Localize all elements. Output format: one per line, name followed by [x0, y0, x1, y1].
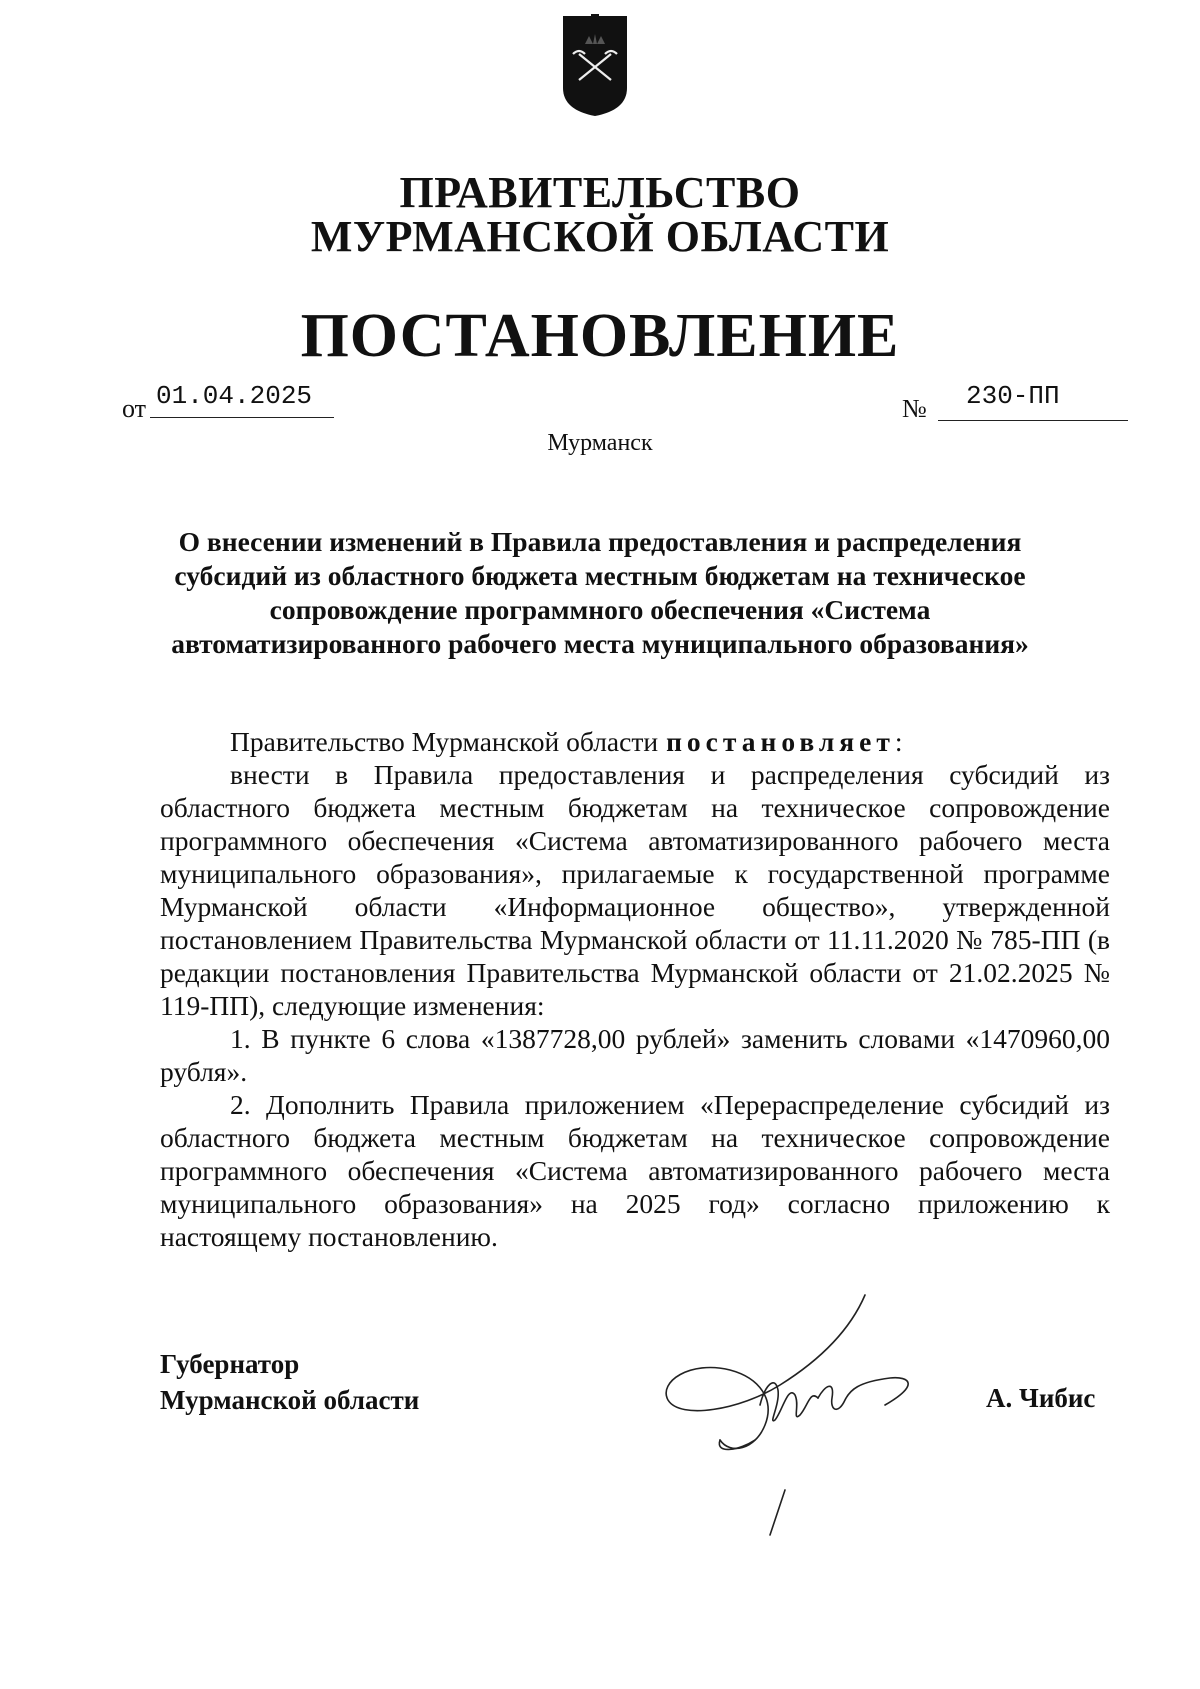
document-number: 230-ПП — [938, 381, 1128, 421]
document-heading: О внесении изменений в Правила предоставления и распределения субсидий из областного бюджета местным бюджетам на техническое сопровождение программного обеспечения «Система автоматизированного рабочего места муниципального образования» — [171, 526, 1029, 659]
number-prefix: № — [902, 394, 927, 423]
body-item-2: 2. Дополнить Правила приложением «Перераспределение субсидий из областного бюджета местным бюджетам на техническое сопровождение программного обеспечения «Система автоматизированного рабочего места муниципального образования» на 2025 год» согласно приложению к настоящему постановлению. — [160, 1089, 1110, 1252]
preamble — [230, 725, 903, 758]
preamble-verb: постановляет — [666, 726, 895, 757]
signatory-post-line2: Мурманской области — [160, 1385, 420, 1415]
handwritten-signature — [660, 1290, 950, 1540]
coat-of-arms-icon — [555, 14, 635, 118]
signatory-post-line1: Губернатор — [160, 1349, 300, 1379]
government-name-line1: ПРАВИТЕЛЬСТВО — [399, 168, 801, 217]
preamble-subject: Правительство Мурманской области — [230, 726, 659, 757]
signatory-post — [160, 1346, 419, 1418]
city: Мурманск — [547, 430, 653, 456]
body-intro-block — [160, 758, 1110, 1022]
body-item-2-block — [160, 1088, 1110, 1253]
government-name-line2: МУРМАНСКОЙ ОБЛАСТИ — [310, 212, 890, 261]
preamble-end: : — [894, 726, 903, 757]
signatory-name: А. Чибис — [986, 1383, 1096, 1413]
document-type: ПОСТАНОВЛЕНИЕ — [300, 302, 900, 370]
body-intro: внести в Правила предоставления и распределения субсидий из областного бюджета местным бюджетам на техническое сопровождение программного обеспечения «Система автоматизированного рабочего места муниципального образования», прилагаемые к государственной программе Мурманской области «Информационное общество», утвержденной постановлением Правительства Мурманской области от 11.11.2020 № 785-ПП (в редакции постановления Правительства Мурманской области от 21.02.2025 № 119-ПП), следующие изменения: — [160, 759, 1110, 1021]
body-item-1: 1. В пункте 6 слова «1387728,00 рублей» заменить словами «1470960,00 рубля». — [160, 1023, 1110, 1087]
document-date: 01.04.2025 — [150, 381, 334, 418]
body-item-1-block — [160, 1022, 1110, 1088]
date-prefix: от — [122, 394, 147, 423]
